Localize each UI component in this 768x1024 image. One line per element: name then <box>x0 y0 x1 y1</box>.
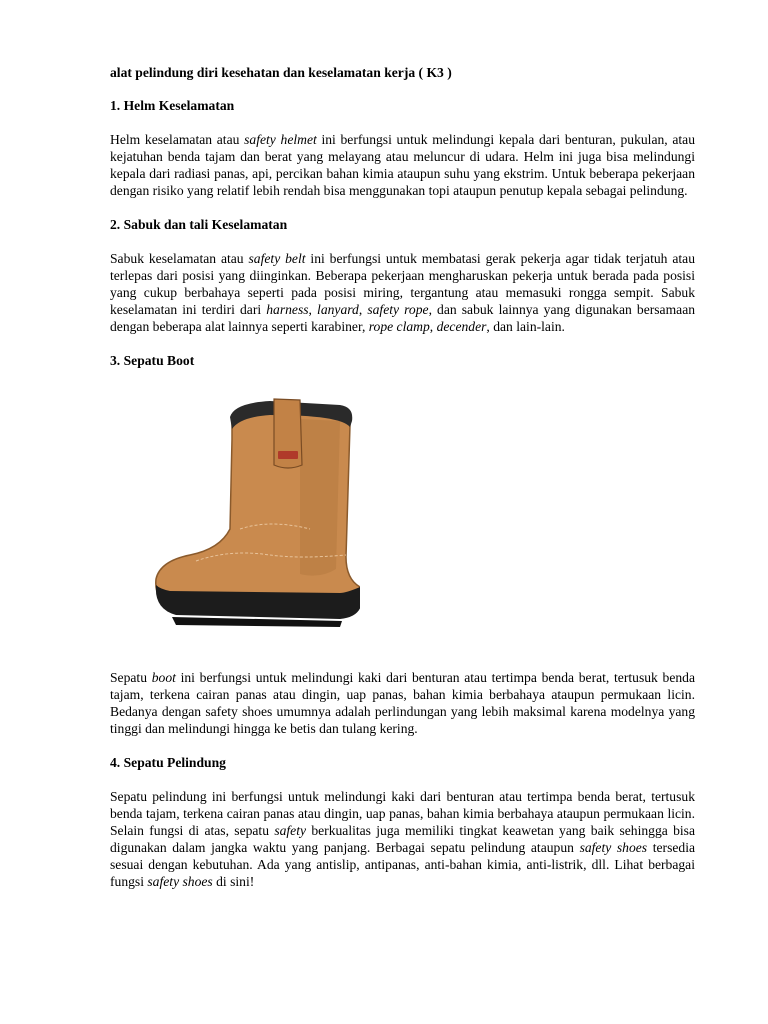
boot-label <box>278 451 298 459</box>
paragraph-sepatu-pelindung <box>110 788 695 890</box>
paragraph-text: , <box>358 302 368 317</box>
italic-term: safety <box>274 823 307 838</box>
italic-term: lanyard <box>317 302 359 317</box>
paragraph-text: berkualitas juga memiliki tingkat keawetan yang baik sehingga bisa digunakan dalam jangka waktu yang panjang. Berbagai sepatu pelindung ataupun <box>110 823 695 855</box>
paragraph-text: , <box>429 319 437 334</box>
paragraph-sepatu-boot <box>110 669 695 737</box>
italic-term: rope clamp <box>368 319 430 334</box>
document-page <box>110 64 695 907</box>
italic-term: safety rope <box>367 302 429 317</box>
paragraph-helm <box>110 131 695 199</box>
paragraph-text: tersedia sesuai dengan kebutuhan. Ada yang antislip, antipanas, anti-bahan kimia, anti-listrik, dll. Lihat berbagai fungsi <box>110 840 695 889</box>
italic-term: boot <box>151 670 176 685</box>
paragraph-text: Sepatu <box>110 670 152 685</box>
paragraph-sabuk <box>110 250 695 335</box>
boot-image <box>110 369 695 669</box>
document-title: alat pelindung diri kesehatan dan keselamatan kerja ( K3 ) <box>110 65 452 80</box>
paragraph-text: Sabuk keselamatan atau <box>110 251 249 266</box>
italic-term: decender <box>436 319 487 334</box>
paragraph-text: , <box>308 302 318 317</box>
italic-term: safety shoes <box>579 840 648 855</box>
paragraph-text: di sini! <box>212 874 255 889</box>
paragraph-text: ini berfungsi untuk membatasi gerak pekerja agar tidak terjatuh atau terlepas dari posisi yang diinginkan. Beberapa pekerjaan mengharuskan pekerja untuk berada pada posisi yang cukup berbahaya seperti pada posisi miring, tergantung atau memasuki rongga sempit. Sabuk keselamatan ini terdiri dari <box>110 251 695 317</box>
italic-term: safety helmet <box>244 132 317 147</box>
paragraph-text: , dan sabuk lainnya yang digunakan bersamaan dengan beberapa alat lainnya seperti karabiner, <box>110 302 696 334</box>
paragraph-text: ini berfungsi untuk melindungi kepala dari benturan, pukulan, atau kejatuhan benda tajam dan berat yang melayang atau meluncur di udara. Helm ini juga bisa melindungi kepala dari radiasi panas, api, percikan bahan kimia ataupun suhu yang ekstrim. Untuk beberapa pekerjaan dengan risiko yang relatif lebih rendah bisa menggunakan topi ataupun penutup kepala sebagai pelindung. <box>110 132 696 198</box>
paragraph-text: Helm keselamatan atau <box>110 132 245 147</box>
boot-shading <box>300 419 340 576</box>
italic-term: safety belt <box>248 251 306 266</box>
section-heading-sepatu-boot: 3. Sepatu Boot <box>110 353 195 368</box>
paragraph-text: , dan lain-lain. <box>486 319 565 334</box>
section-heading-sabuk: 2. Sabuk dan tali Keselamatan <box>110 217 288 232</box>
italic-term: safety shoes <box>147 874 213 889</box>
paragraph-text: Sepatu pelindung ini berfungsi untuk melindungi kaki dari benturan atau tertimpa benda berat, tertusuk benda tajam, terkena cairan panas atau dingin, uap panas, bahan kimia berbahaya ataupun permukaan licin. Selain fungsi di atas, sepatu <box>110 789 695 838</box>
section-heading-sepatu-pelindung: 4. Sepatu Pelindung <box>110 755 226 770</box>
section-heading-helm: 1. Helm Keselamatan <box>110 98 235 113</box>
safety-boot-illustration <box>150 379 360 659</box>
italic-term: harness <box>266 302 309 317</box>
paragraph-text: ini berfungsi untuk melindungi kaki dari benturan atau tertimpa benda berat, tertusuk benda tajam, terkena cairan panas atau dingin, uap panas, bahan kimia berbahaya ataupun permukaan licin. Bedanya dengan safety shoes umumnya adalah perlindungan yang lebih maksimal karena modelnya yang tinggi dan melindungi hingga ke betis dan tulang kering. <box>110 670 695 736</box>
